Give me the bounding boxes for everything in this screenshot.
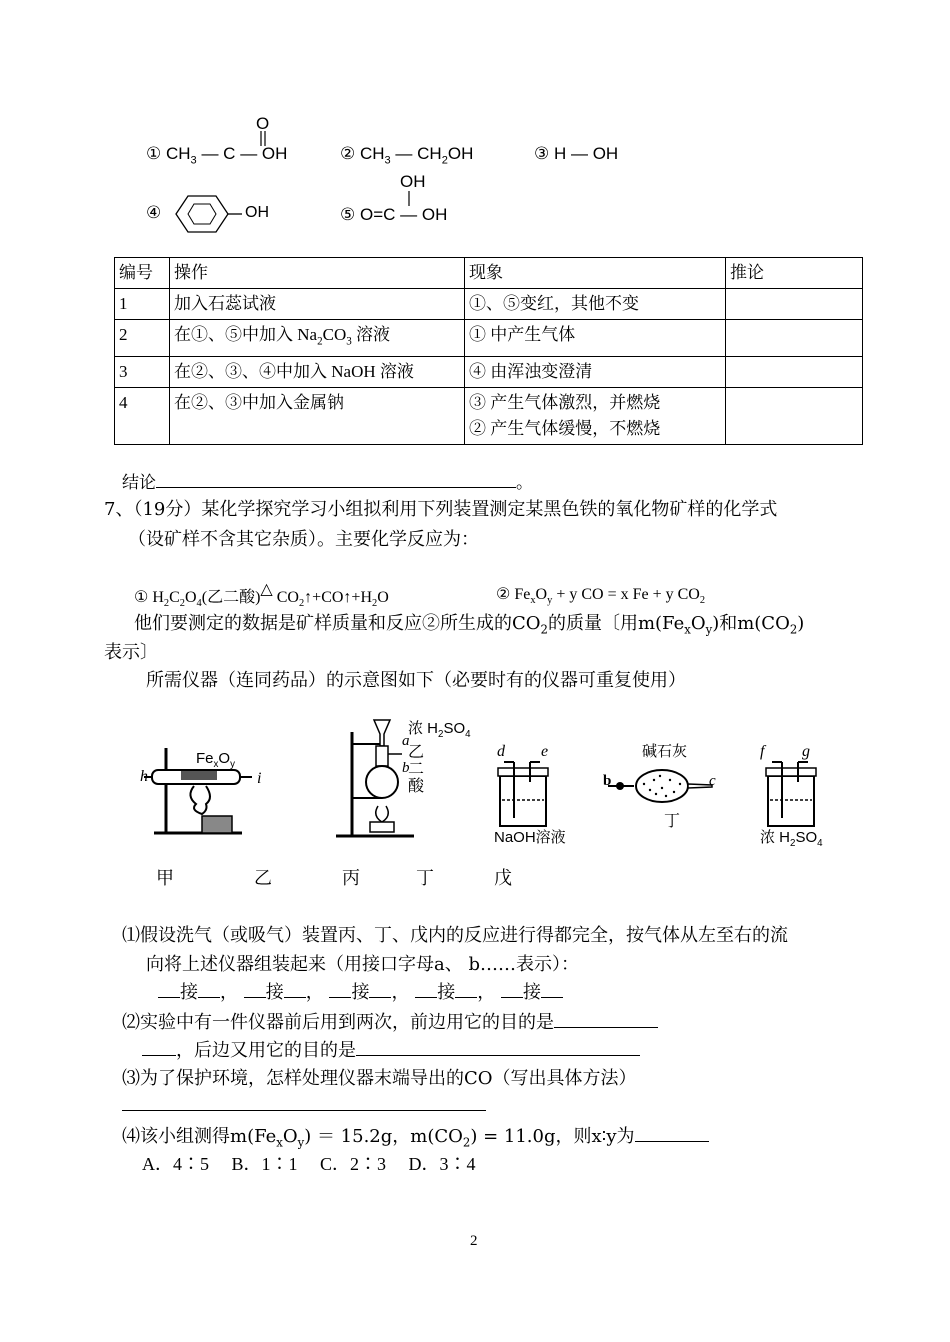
single-bond-icon [404, 190, 414, 208]
apparatus-ding-drawing [600, 768, 720, 808]
cell-operation: 在②、③、④中加入 NaOH 溶液 [170, 357, 465, 388]
formula-acetic-acid-oxygen: O [256, 114, 270, 133]
label-b: b [402, 760, 410, 776]
label-conc-h2so4-wu: 浓 $H_2SO_4$ [760, 829, 823, 849]
header-number: 编号 [115, 258, 170, 289]
q2-purpose1-blank[interactable] [554, 1009, 658, 1028]
connect-blank[interactable] [284, 979, 306, 998]
phenol-oh: OH [245, 204, 269, 221]
label-d: d [497, 743, 505, 760]
cell-number: 2 [115, 320, 170, 357]
q3-answer-blank[interactable] [122, 1110, 486, 1111]
q2-purpose1-cont-blank[interactable] [142, 1037, 176, 1056]
cell-number: 3 [115, 357, 170, 388]
apparatus-name-jia: 甲 [156, 868, 174, 889]
cell-operation: 在①、⑤中加入 $Na_2CO_3$ 溶液 [170, 320, 465, 357]
benzene-ring-icon [166, 192, 246, 236]
experiment-table [114, 257, 863, 445]
formula-carbonic-acid-oh: OH [400, 172, 426, 191]
label-ding-figure: 丁 [664, 813, 681, 830]
q7-line2: （设矿样不含其它杂质）。主要化学反应为： [128, 529, 479, 550]
q2-line1: ⑵实验中有一件仪器前后用到两次，前边用它的目的是 [122, 1008, 658, 1034]
cell-inference [726, 320, 863, 357]
label-f: f [760, 743, 765, 760]
label-feo: $Fe_xO_y$ [196, 750, 235, 770]
connect-blank[interactable] [198, 979, 220, 998]
table-row [115, 289, 863, 320]
table-row [115, 320, 863, 357]
cell-number: 1 [115, 289, 170, 320]
label-conc-h2so4: 浓 $H_2SO_4$ [408, 720, 471, 740]
formula-acetic-acid: ① $CH_3$ — C — OH [146, 144, 288, 167]
q4-line: ⑷该小组测得$m(Fe_xO_y) = 15.2g$，$m(CO_2) = 11.0g$，则x∶y为 [122, 1122, 709, 1150]
q1-line2: 向将上述仪器组装起来（用接口字母a、 b……表示）： [146, 954, 579, 975]
page-number: 2 [470, 1233, 478, 1249]
table-row [115, 388, 863, 445]
cell-operation: 加入石蕊试液 [170, 289, 465, 320]
q2-purpose2-blank[interactable] [356, 1037, 640, 1056]
formula-phenol-number: ④ [146, 203, 162, 222]
heat-symbol: △ [260, 581, 273, 598]
q7-line1: 7、（19分）某化学探究学习小组拟利用下列装置测定某黑色铁的氧化物矿样的化学式 [104, 499, 778, 520]
connect-blank[interactable] [244, 979, 266, 998]
reaction-2: ② $Fe_xO_y + y$ CO = x Fe + y $CO_2$ [496, 586, 706, 607]
q1-answer-line: 接 ， 接 ， 接 ， 接 ， 接 [158, 978, 563, 1004]
conclusion-line: 结论 。 [122, 468, 533, 493]
measure-line1: 他们要测定的数据是矿样质量和反应②所生成的$CO_2$的质量〔用$m(Fe_xO_y)$和$m(CO_2)$ [134, 613, 805, 637]
header-phenomenon: 现象 [465, 258, 726, 289]
label-g: g [802, 743, 810, 760]
table-header-row [115, 258, 863, 289]
cell-inference [726, 289, 863, 320]
cell-number: 4 [115, 388, 170, 445]
connect-blank[interactable] [541, 979, 563, 998]
label-oxalic: 乙二酸 [408, 744, 425, 795]
connect-blank[interactable] [501, 979, 523, 998]
apparatus-wu-drawing [758, 760, 822, 828]
formula-ethanol: ② $CH_3$ — $CH_2OH$ [340, 144, 474, 167]
q2-line2: ，后边又用它的目的是 [142, 1036, 640, 1062]
connect-blank[interactable] [455, 979, 477, 998]
label-a: a [402, 733, 410, 749]
table-row [115, 357, 863, 388]
cell-phenomenon: ① 中产生气体 [465, 320, 726, 357]
apparatus-bing-drawing [490, 760, 554, 828]
cell-phenomenon: ④ 由浑浊变澄清 [465, 357, 726, 388]
label-i: i [257, 770, 262, 787]
reaction-1: ① $H_2C_2O_4$(乙二酸)△ $CO_2↑+CO↑+H_2O$ [134, 581, 389, 610]
conclusion-blank[interactable] [156, 469, 516, 488]
measure-line2: 表示〕 [104, 642, 158, 663]
label-c: c [709, 773, 716, 789]
connect-blank[interactable] [369, 979, 391, 998]
q4-ratio-blank[interactable] [635, 1123, 709, 1142]
double-bond-icon [255, 130, 271, 148]
q1-line1: ⑴假设洗气（或吸气）装置丙、丁、戊内的反应进行得都完全，按气体从左至右的流 [122, 925, 788, 946]
connect-blank[interactable] [415, 979, 437, 998]
label-b-ding: b [603, 773, 612, 789]
header-inference: 推论 [726, 258, 863, 289]
cell-inference [726, 357, 863, 388]
label-e: e [541, 743, 549, 760]
apparatus-intro: 所需仪器（连同药品）的示意图如下（必要时有的仪器可重复使用） [146, 670, 686, 691]
q3-line: ⑶为了保护环境，怎样处理仪器末端导出的CO（写出具体方法） [122, 1068, 637, 1089]
connect-blank[interactable] [158, 979, 180, 998]
label-soda-lime: 碱石灰 [642, 743, 688, 760]
connect-blank[interactable] [329, 979, 351, 998]
apparatus-name-bing: 丙 [342, 868, 360, 889]
label-h: h [140, 768, 148, 785]
q4-options: A．4∶5 B．1∶1 C．2∶3 D．3∶4 [142, 1154, 476, 1174]
cell-operation: 在②、③中加入金属钠 [170, 388, 465, 445]
cell-phenomenon: ①、⑤变红，其他不变 [465, 289, 726, 320]
header-operation: 操作 [170, 258, 465, 289]
label-naoh: NaOH溶液 [494, 829, 566, 846]
apparatus-name-ding: 丁 [416, 868, 434, 889]
cell-phenomenon: ③ 产生气体激烈，并燃烧 ② 产生气体缓慢，不燃烧 [465, 388, 726, 445]
formula-carbonic-acid: ⑤ O=C — OH [340, 205, 448, 224]
apparatus-name-wu: 戊 [494, 868, 512, 889]
formula-water: ③ H — OH [534, 144, 619, 163]
cell-inference [726, 388, 863, 445]
apparatus-name-yi: 乙 [254, 868, 272, 889]
